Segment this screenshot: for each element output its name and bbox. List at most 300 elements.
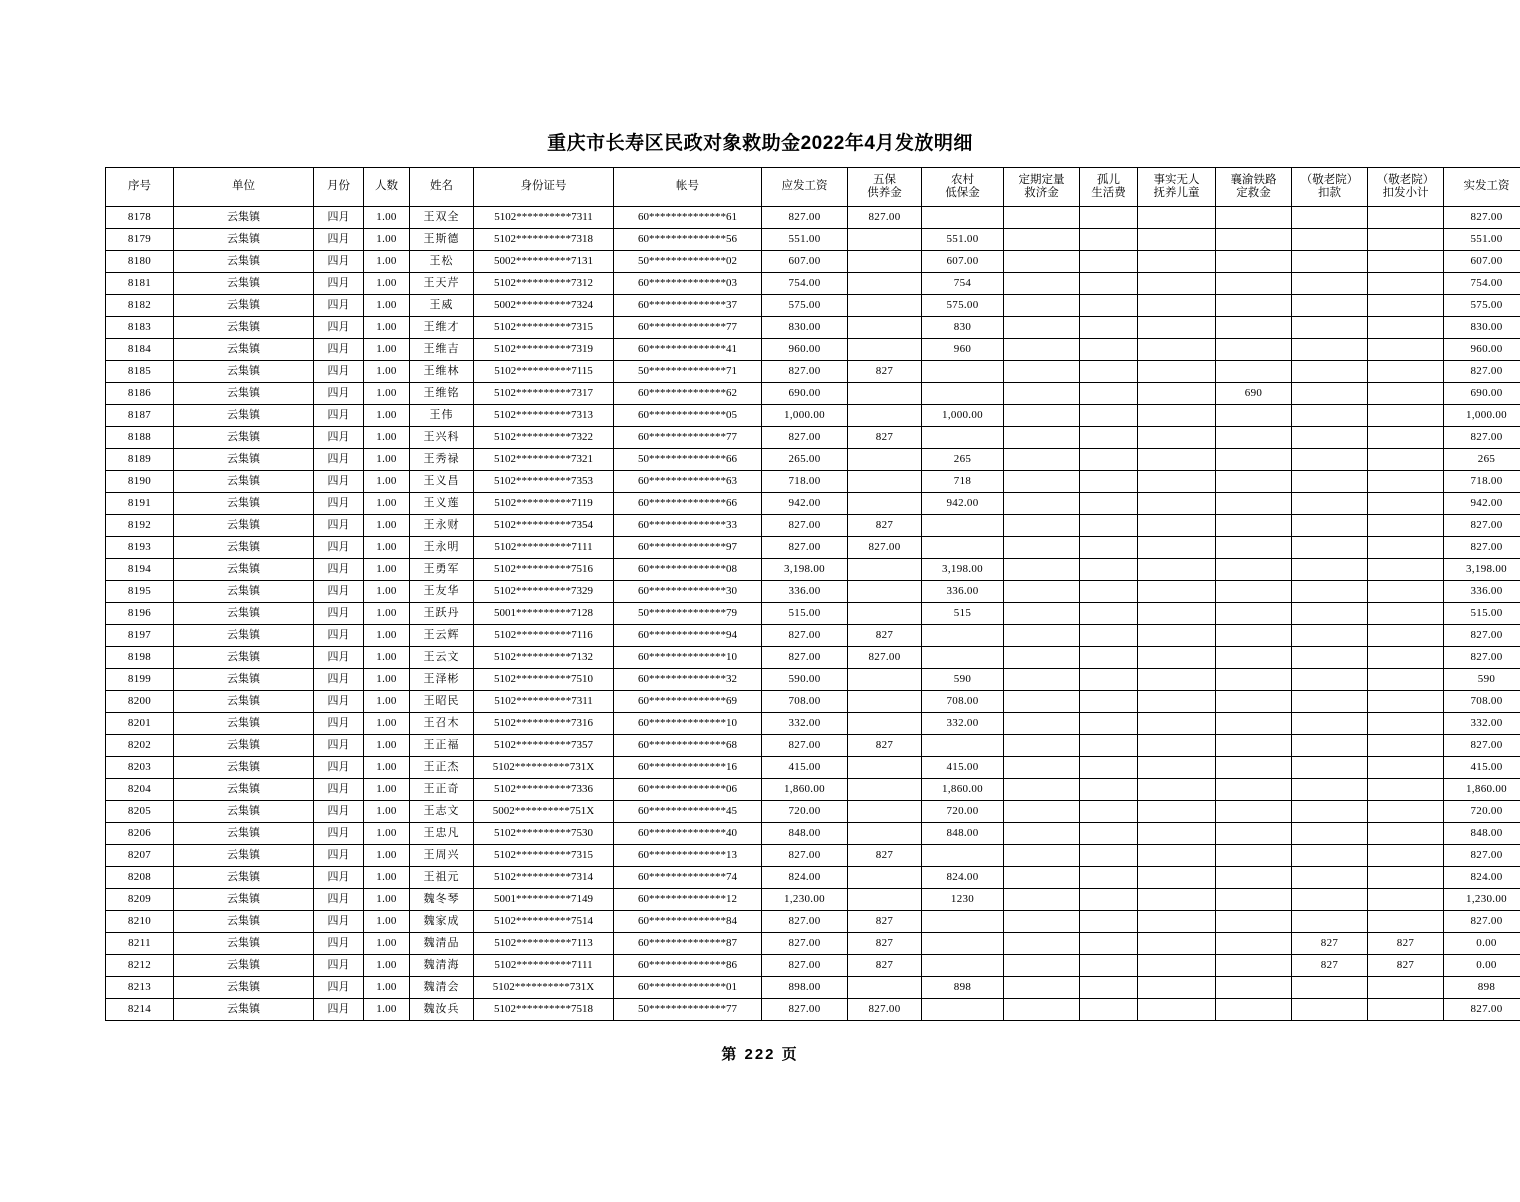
cell-r3-c4: 王天芹 bbox=[410, 273, 474, 295]
cell-r18-c12 bbox=[1138, 603, 1216, 625]
cell-r13-c0: 8191 bbox=[106, 493, 174, 515]
cell-r5-c7: 830.00 bbox=[762, 317, 848, 339]
cell-r21-c14 bbox=[1292, 669, 1368, 691]
cell-r31-c7: 1,230.00 bbox=[762, 889, 848, 911]
cell-r2-c5: 5002**********7131 bbox=[474, 251, 614, 273]
cell-r33-c11 bbox=[1080, 933, 1138, 955]
cell-r17-c2: 四月 bbox=[314, 581, 364, 603]
cell-r18-c9: 515 bbox=[922, 603, 1004, 625]
table-row bbox=[106, 757, 1520, 779]
cell-r9-c0: 8187 bbox=[106, 405, 174, 427]
cell-r13-c14 bbox=[1292, 493, 1368, 515]
cell-r8-c6: 60**************62 bbox=[614, 383, 762, 405]
cell-r12-c4: 王义昌 bbox=[410, 471, 474, 493]
cell-r6-c7: 960.00 bbox=[762, 339, 848, 361]
cell-r7-c13 bbox=[1216, 361, 1292, 383]
cell-r23-c0: 8201 bbox=[106, 713, 174, 735]
cell-r10-c15 bbox=[1368, 427, 1444, 449]
cell-r11-c14 bbox=[1292, 449, 1368, 471]
cell-r4-c16: 575.00 bbox=[1444, 295, 1520, 317]
cell-r17-c16: 336.00 bbox=[1444, 581, 1520, 603]
cell-r0-c16: 827.00 bbox=[1444, 207, 1520, 229]
cell-r17-c14 bbox=[1292, 581, 1368, 603]
cell-r17-c5: 5102**********7329 bbox=[474, 581, 614, 603]
cell-r19-c6: 60**************94 bbox=[614, 625, 762, 647]
column-header-line2: 定救金 bbox=[1216, 187, 1291, 200]
cell-r29-c12 bbox=[1138, 845, 1216, 867]
cell-r5-c14 bbox=[1292, 317, 1368, 339]
cell-r3-c15 bbox=[1368, 273, 1444, 295]
cell-r9-c8 bbox=[848, 405, 922, 427]
cell-r28-c6: 60**************40 bbox=[614, 823, 762, 845]
cell-r23-c11 bbox=[1080, 713, 1138, 735]
table-row bbox=[106, 691, 1520, 713]
cell-r4-c11 bbox=[1080, 295, 1138, 317]
column-header-5 bbox=[474, 168, 614, 207]
cell-r31-c10 bbox=[1004, 889, 1080, 911]
cell-r7-c3: 1.00 bbox=[364, 361, 410, 383]
cell-r15-c9 bbox=[922, 537, 1004, 559]
cell-r25-c16: 415.00 bbox=[1444, 757, 1520, 779]
cell-r0-c9 bbox=[922, 207, 1004, 229]
cell-r0-c3: 1.00 bbox=[364, 207, 410, 229]
table-row bbox=[106, 515, 1520, 537]
cell-r34-c9 bbox=[922, 955, 1004, 977]
table-row bbox=[106, 273, 1520, 295]
cell-r9-c15 bbox=[1368, 405, 1444, 427]
cell-r35-c11 bbox=[1080, 977, 1138, 999]
cell-r17-c6: 60**************30 bbox=[614, 581, 762, 603]
cell-r32-c12 bbox=[1138, 911, 1216, 933]
cell-r9-c10 bbox=[1004, 405, 1080, 427]
cell-r18-c11 bbox=[1080, 603, 1138, 625]
cell-r28-c9: 848.00 bbox=[922, 823, 1004, 845]
cell-r20-c14 bbox=[1292, 647, 1368, 669]
cell-r35-c8 bbox=[848, 977, 922, 999]
cell-r6-c3: 1.00 bbox=[364, 339, 410, 361]
cell-r36-c2: 四月 bbox=[314, 999, 364, 1021]
cell-r1-c3: 1.00 bbox=[364, 229, 410, 251]
cell-r30-c13 bbox=[1216, 867, 1292, 889]
cell-r28-c7: 848.00 bbox=[762, 823, 848, 845]
cell-r35-c5: 5102**********731X bbox=[474, 977, 614, 999]
cell-r33-c16: 0.00 bbox=[1444, 933, 1520, 955]
column-header-9 bbox=[922, 168, 1004, 207]
cell-r9-c9: 1,000.00 bbox=[922, 405, 1004, 427]
cell-r2-c3: 1.00 bbox=[364, 251, 410, 273]
page-title: 重庆市长寿区民政对象救助金2022年4月发放明细 bbox=[0, 128, 1520, 155]
cell-r21-c12 bbox=[1138, 669, 1216, 691]
cell-r30-c16: 824.00 bbox=[1444, 867, 1520, 889]
cell-r2-c7: 607.00 bbox=[762, 251, 848, 273]
cell-r12-c8 bbox=[848, 471, 922, 493]
cell-r18-c15 bbox=[1368, 603, 1444, 625]
cell-r25-c6: 60**************16 bbox=[614, 757, 762, 779]
cell-r19-c15 bbox=[1368, 625, 1444, 647]
cell-r3-c9: 754 bbox=[922, 273, 1004, 295]
column-header-3 bbox=[364, 168, 410, 207]
column-header-line2: 供养金 bbox=[848, 187, 921, 200]
cell-r24-c4: 王正福 bbox=[410, 735, 474, 757]
cell-r31-c12 bbox=[1138, 889, 1216, 911]
cell-r12-c16: 718.00 bbox=[1444, 471, 1520, 493]
cell-r18-c1: 云集镇 bbox=[174, 603, 314, 625]
cell-r22-c11 bbox=[1080, 691, 1138, 713]
cell-r11-c10 bbox=[1004, 449, 1080, 471]
cell-r27-c5: 5002**********751X bbox=[474, 801, 614, 823]
cell-r27-c8 bbox=[848, 801, 922, 823]
cell-r32-c2: 四月 bbox=[314, 911, 364, 933]
cell-r0-c13 bbox=[1216, 207, 1292, 229]
cell-r36-c11 bbox=[1080, 999, 1138, 1021]
column-header-line1: 月份 bbox=[314, 180, 363, 193]
cell-r12-c15 bbox=[1368, 471, 1444, 493]
table-row bbox=[106, 383, 1520, 405]
cell-r31-c15 bbox=[1368, 889, 1444, 911]
cell-r3-c7: 754.00 bbox=[762, 273, 848, 295]
column-header-2 bbox=[314, 168, 364, 207]
cell-r5-c13 bbox=[1216, 317, 1292, 339]
cell-r10-c12 bbox=[1138, 427, 1216, 449]
table-row bbox=[106, 251, 1520, 273]
cell-r14-c2: 四月 bbox=[314, 515, 364, 537]
cell-r26-c7: 1,860.00 bbox=[762, 779, 848, 801]
cell-r31-c11 bbox=[1080, 889, 1138, 911]
cell-r1-c0: 8179 bbox=[106, 229, 174, 251]
cell-r2-c12 bbox=[1138, 251, 1216, 273]
cell-r11-c6: 50**************66 bbox=[614, 449, 762, 471]
cell-r21-c1: 云集镇 bbox=[174, 669, 314, 691]
cell-r20-c4: 王云文 bbox=[410, 647, 474, 669]
cell-r26-c13 bbox=[1216, 779, 1292, 801]
cell-r16-c14 bbox=[1292, 559, 1368, 581]
table-row bbox=[106, 405, 1520, 427]
cell-r20-c12 bbox=[1138, 647, 1216, 669]
cell-r2-c11 bbox=[1080, 251, 1138, 273]
cell-r2-c0: 8180 bbox=[106, 251, 174, 273]
cell-r5-c9: 830 bbox=[922, 317, 1004, 339]
cell-r28-c2: 四月 bbox=[314, 823, 364, 845]
cell-r15-c4: 王永明 bbox=[410, 537, 474, 559]
cell-r25-c11 bbox=[1080, 757, 1138, 779]
cell-r0-c14 bbox=[1292, 207, 1368, 229]
cell-r27-c3: 1.00 bbox=[364, 801, 410, 823]
table-row bbox=[106, 493, 1520, 515]
cell-r21-c16: 590 bbox=[1444, 669, 1520, 691]
cell-r18-c5: 5001**********7128 bbox=[474, 603, 614, 625]
cell-r12-c0: 8190 bbox=[106, 471, 174, 493]
cell-r18-c16: 515.00 bbox=[1444, 603, 1520, 625]
column-header-line2: 抚养儿童 bbox=[1138, 187, 1215, 200]
cell-r13-c5: 5102**********7119 bbox=[474, 493, 614, 515]
cell-r16-c13 bbox=[1216, 559, 1292, 581]
cell-r31-c14 bbox=[1292, 889, 1368, 911]
table-row bbox=[106, 559, 1520, 581]
table-header-row bbox=[106, 168, 1520, 207]
cell-r32-c1: 云集镇 bbox=[174, 911, 314, 933]
cell-r8-c16: 690.00 bbox=[1444, 383, 1520, 405]
cell-r23-c12 bbox=[1138, 713, 1216, 735]
cell-r28-c3: 1.00 bbox=[364, 823, 410, 845]
column-header-line2: 救济金 bbox=[1004, 187, 1079, 200]
cell-r26-c0: 8204 bbox=[106, 779, 174, 801]
table-row bbox=[106, 933, 1520, 955]
cell-r9-c3: 1.00 bbox=[364, 405, 410, 427]
cell-r22-c0: 8200 bbox=[106, 691, 174, 713]
cell-r0-c11 bbox=[1080, 207, 1138, 229]
cell-r20-c10 bbox=[1004, 647, 1080, 669]
cell-r32-c4: 魏家成 bbox=[410, 911, 474, 933]
cell-r15-c1: 云集镇 bbox=[174, 537, 314, 559]
cell-r19-c16: 827.00 bbox=[1444, 625, 1520, 647]
cell-r17-c13 bbox=[1216, 581, 1292, 603]
column-header-line1: 事实无人 bbox=[1138, 174, 1215, 187]
cell-r3-c5: 5102**********7312 bbox=[474, 273, 614, 295]
cell-r35-c2: 四月 bbox=[314, 977, 364, 999]
cell-r14-c10 bbox=[1004, 515, 1080, 537]
cell-r28-c12 bbox=[1138, 823, 1216, 845]
cell-r34-c0: 8212 bbox=[106, 955, 174, 977]
cell-r10-c6: 60**************77 bbox=[614, 427, 762, 449]
cell-r6-c5: 5102**********7319 bbox=[474, 339, 614, 361]
cell-r4-c0: 8182 bbox=[106, 295, 174, 317]
cell-r5-c8 bbox=[848, 317, 922, 339]
cell-r21-c2: 四月 bbox=[314, 669, 364, 691]
cell-r22-c12 bbox=[1138, 691, 1216, 713]
cell-r34-c8: 827 bbox=[848, 955, 922, 977]
cell-r0-c12 bbox=[1138, 207, 1216, 229]
cell-r22-c14 bbox=[1292, 691, 1368, 713]
cell-r24-c9 bbox=[922, 735, 1004, 757]
cell-r33-c8: 827 bbox=[848, 933, 922, 955]
cell-r33-c6: 60**************87 bbox=[614, 933, 762, 955]
cell-r17-c15 bbox=[1368, 581, 1444, 603]
cell-r15-c15 bbox=[1368, 537, 1444, 559]
cell-r4-c7: 575.00 bbox=[762, 295, 848, 317]
cell-r7-c2: 四月 bbox=[314, 361, 364, 383]
cell-r31-c16: 1,230.00 bbox=[1444, 889, 1520, 911]
cell-r3-c6: 60**************03 bbox=[614, 273, 762, 295]
cell-r2-c2: 四月 bbox=[314, 251, 364, 273]
table-row bbox=[106, 581, 1520, 603]
cell-r29-c14 bbox=[1292, 845, 1368, 867]
cell-r6-c6: 60**************41 bbox=[614, 339, 762, 361]
cell-r21-c6: 60**************32 bbox=[614, 669, 762, 691]
cell-r1-c16: 551.00 bbox=[1444, 229, 1520, 251]
cell-r17-c4: 王友华 bbox=[410, 581, 474, 603]
cell-r1-c4: 王斯德 bbox=[410, 229, 474, 251]
cell-r21-c11 bbox=[1080, 669, 1138, 691]
cell-r10-c7: 827.00 bbox=[762, 427, 848, 449]
cell-r12-c14 bbox=[1292, 471, 1368, 493]
column-header-line1: 人数 bbox=[364, 180, 409, 193]
cell-r12-c10 bbox=[1004, 471, 1080, 493]
cell-r30-c9: 824.00 bbox=[922, 867, 1004, 889]
cell-r36-c7: 827.00 bbox=[762, 999, 848, 1021]
cell-r24-c3: 1.00 bbox=[364, 735, 410, 757]
cell-r32-c15 bbox=[1368, 911, 1444, 933]
cell-r16-c12 bbox=[1138, 559, 1216, 581]
cell-r33-c15: 827 bbox=[1368, 933, 1444, 955]
table-row bbox=[106, 955, 1520, 977]
cell-r5-c1: 云集镇 bbox=[174, 317, 314, 339]
cell-r36-c14 bbox=[1292, 999, 1368, 1021]
cell-r19-c11 bbox=[1080, 625, 1138, 647]
cell-r6-c16: 960.00 bbox=[1444, 339, 1520, 361]
cell-r25-c9: 415.00 bbox=[922, 757, 1004, 779]
cell-r12-c13 bbox=[1216, 471, 1292, 493]
cell-r10-c16: 827.00 bbox=[1444, 427, 1520, 449]
cell-r5-c12 bbox=[1138, 317, 1216, 339]
cell-r18-c14 bbox=[1292, 603, 1368, 625]
cell-r10-c5: 5102**********7322 bbox=[474, 427, 614, 449]
cell-r11-c5: 5102**********7321 bbox=[474, 449, 614, 471]
cell-r0-c10 bbox=[1004, 207, 1080, 229]
cell-r19-c10 bbox=[1004, 625, 1080, 647]
column-header-4 bbox=[410, 168, 474, 207]
cell-r25-c4: 王正杰 bbox=[410, 757, 474, 779]
cell-r11-c12 bbox=[1138, 449, 1216, 471]
cell-r16-c9: 3,198.00 bbox=[922, 559, 1004, 581]
cell-r27-c16: 720.00 bbox=[1444, 801, 1520, 823]
cell-r4-c5: 5002**********7324 bbox=[474, 295, 614, 317]
cell-r14-c3: 1.00 bbox=[364, 515, 410, 537]
cell-r23-c2: 四月 bbox=[314, 713, 364, 735]
cell-r26-c16: 1,860.00 bbox=[1444, 779, 1520, 801]
cell-r21-c8 bbox=[848, 669, 922, 691]
column-header-line1: 应发工资 bbox=[762, 180, 847, 193]
cell-r1-c8 bbox=[848, 229, 922, 251]
cell-r30-c12 bbox=[1138, 867, 1216, 889]
cell-r30-c5: 5102**********7314 bbox=[474, 867, 614, 889]
cell-r2-c14 bbox=[1292, 251, 1368, 273]
cell-r14-c1: 云集镇 bbox=[174, 515, 314, 537]
cell-r1-c11 bbox=[1080, 229, 1138, 251]
cell-r36-c5: 5102**********7518 bbox=[474, 999, 614, 1021]
cell-r24-c5: 5102**********7357 bbox=[474, 735, 614, 757]
table-row bbox=[106, 339, 1520, 361]
cell-r30-c0: 8208 bbox=[106, 867, 174, 889]
cell-r29-c6: 60**************13 bbox=[614, 845, 762, 867]
column-header-12 bbox=[1138, 168, 1216, 207]
cell-r2-c16: 607.00 bbox=[1444, 251, 1520, 273]
cell-r10-c2: 四月 bbox=[314, 427, 364, 449]
cell-r9-c6: 60**************05 bbox=[614, 405, 762, 427]
table-row bbox=[106, 229, 1520, 251]
cell-r13-c13 bbox=[1216, 493, 1292, 515]
cell-r27-c13 bbox=[1216, 801, 1292, 823]
cell-r35-c13 bbox=[1216, 977, 1292, 999]
cell-r31-c1: 云集镇 bbox=[174, 889, 314, 911]
column-header-line2: 生活费 bbox=[1080, 187, 1137, 200]
cell-r25-c1: 云集镇 bbox=[174, 757, 314, 779]
table-row bbox=[106, 911, 1520, 933]
cell-r24-c14 bbox=[1292, 735, 1368, 757]
column-header-line1: 农村 bbox=[922, 174, 1003, 187]
column-header-line1: （敬老院） bbox=[1292, 174, 1367, 187]
cell-r5-c6: 60**************77 bbox=[614, 317, 762, 339]
cell-r8-c5: 5102**********7317 bbox=[474, 383, 614, 405]
cell-r32-c13 bbox=[1216, 911, 1292, 933]
cell-r14-c8: 827 bbox=[848, 515, 922, 537]
cell-r14-c5: 5102**********7354 bbox=[474, 515, 614, 537]
cell-r14-c7: 827.00 bbox=[762, 515, 848, 537]
cell-r18-c6: 50**************79 bbox=[614, 603, 762, 625]
column-header-line1: 五保 bbox=[848, 174, 921, 187]
cell-r15-c10 bbox=[1004, 537, 1080, 559]
cell-r1-c15 bbox=[1368, 229, 1444, 251]
cell-r34-c10 bbox=[1004, 955, 1080, 977]
cell-r11-c2: 四月 bbox=[314, 449, 364, 471]
cell-r19-c3: 1.00 bbox=[364, 625, 410, 647]
cell-r23-c6: 60**************10 bbox=[614, 713, 762, 735]
cell-r15-c0: 8193 bbox=[106, 537, 174, 559]
cell-r27-c2: 四月 bbox=[314, 801, 364, 823]
page-footer: 第 222 页 bbox=[0, 1043, 1520, 1064]
cell-r5-c16: 830.00 bbox=[1444, 317, 1520, 339]
column-header-line1: 襄渝铁路 bbox=[1216, 174, 1291, 187]
cell-r27-c11 bbox=[1080, 801, 1138, 823]
cell-r15-c3: 1.00 bbox=[364, 537, 410, 559]
table-row bbox=[106, 295, 1520, 317]
cell-r32-c16: 827.00 bbox=[1444, 911, 1520, 933]
cell-r0-c6: 60**************61 bbox=[614, 207, 762, 229]
cell-r5-c5: 5102**********7315 bbox=[474, 317, 614, 339]
cell-r8-c15 bbox=[1368, 383, 1444, 405]
column-header-6 bbox=[614, 168, 762, 207]
cell-r7-c11 bbox=[1080, 361, 1138, 383]
cell-r5-c0: 8183 bbox=[106, 317, 174, 339]
cell-r33-c2: 四月 bbox=[314, 933, 364, 955]
cell-r35-c9: 898 bbox=[922, 977, 1004, 999]
cell-r16-c2: 四月 bbox=[314, 559, 364, 581]
cell-r22-c3: 1.00 bbox=[364, 691, 410, 713]
cell-r31-c9: 1230 bbox=[922, 889, 1004, 911]
cell-r19-c5: 5102**********7116 bbox=[474, 625, 614, 647]
cell-r34-c12 bbox=[1138, 955, 1216, 977]
cell-r9-c4: 王伟 bbox=[410, 405, 474, 427]
cell-r12-c12 bbox=[1138, 471, 1216, 493]
cell-r23-c1: 云集镇 bbox=[174, 713, 314, 735]
cell-r16-c11 bbox=[1080, 559, 1138, 581]
cell-r11-c0: 8189 bbox=[106, 449, 174, 471]
cell-r34-c6: 60**************86 bbox=[614, 955, 762, 977]
cell-r28-c1: 云集镇 bbox=[174, 823, 314, 845]
column-header-line1: （敬老院） bbox=[1368, 174, 1443, 187]
cell-r22-c8 bbox=[848, 691, 922, 713]
cell-r22-c16: 708.00 bbox=[1444, 691, 1520, 713]
cell-r20-c2: 四月 bbox=[314, 647, 364, 669]
cell-r21-c9: 590 bbox=[922, 669, 1004, 691]
cell-r35-c15 bbox=[1368, 977, 1444, 999]
cell-r27-c9: 720.00 bbox=[922, 801, 1004, 823]
cell-r11-c1: 云集镇 bbox=[174, 449, 314, 471]
cell-r14-c16: 827.00 bbox=[1444, 515, 1520, 537]
table-row bbox=[106, 449, 1520, 471]
cell-r25-c8 bbox=[848, 757, 922, 779]
cell-r6-c8 bbox=[848, 339, 922, 361]
column-header-line1: 身份证号 bbox=[474, 180, 613, 193]
cell-r24-c2: 四月 bbox=[314, 735, 364, 757]
cell-r18-c4: 王跃丹 bbox=[410, 603, 474, 625]
cell-r30-c8 bbox=[848, 867, 922, 889]
cell-r29-c16: 827.00 bbox=[1444, 845, 1520, 867]
cell-r19-c9 bbox=[922, 625, 1004, 647]
cell-r4-c2: 四月 bbox=[314, 295, 364, 317]
cell-r32-c9 bbox=[922, 911, 1004, 933]
cell-r29-c0: 8207 bbox=[106, 845, 174, 867]
cell-r25-c10 bbox=[1004, 757, 1080, 779]
